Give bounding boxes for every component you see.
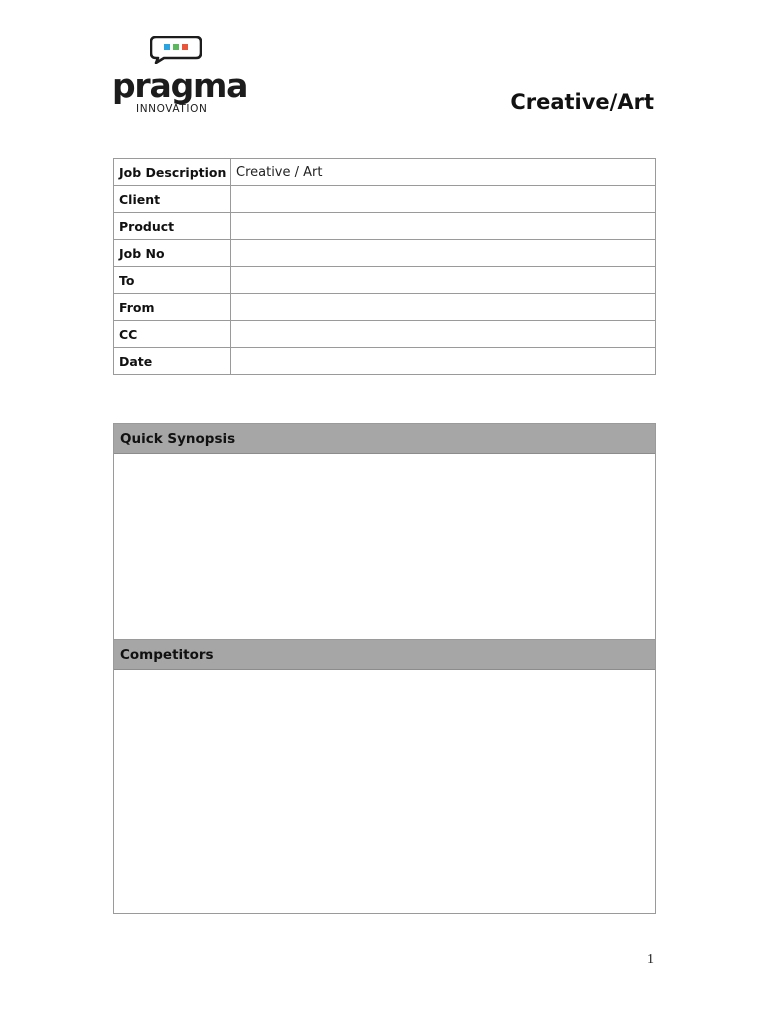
table-row <box>114 348 656 375</box>
row-label-cc: CC <box>114 321 231 348</box>
logo-wordmark: pragma <box>112 66 248 105</box>
row-value-client[interactable] <box>231 186 656 213</box>
row-value-product[interactable] <box>231 213 656 240</box>
row-label-job-no: Job No <box>114 240 231 267</box>
row-label-date: Date <box>114 348 231 375</box>
pragma-logo <box>112 36 248 120</box>
row-label-job-description: Job Description <box>114 159 231 186</box>
logo-subtitle: INNOVATION <box>136 103 208 115</box>
job-info-table <box>113 158 656 375</box>
brief-sections <box>113 423 656 914</box>
table-row <box>114 321 656 348</box>
row-label-client: Client <box>114 186 231 213</box>
table-row <box>114 267 656 294</box>
competitors-heading: Competitors <box>114 640 655 670</box>
row-value-from[interactable] <box>231 294 656 321</box>
row-label-product: Product <box>114 213 231 240</box>
table-row <box>114 213 656 240</box>
quick-synopsis-body[interactable] <box>114 454 655 640</box>
speech-bubble-icon <box>150 36 202 64</box>
table-row <box>114 294 656 321</box>
row-value-date[interactable] <box>231 348 656 375</box>
row-value-to[interactable] <box>231 267 656 294</box>
quick-synopsis-heading: Quick Synopsis <box>114 424 655 454</box>
row-value-job-description[interactable]: Creative / Art <box>231 159 656 186</box>
row-label-to: To <box>114 267 231 294</box>
row-value-job-no[interactable] <box>231 240 656 267</box>
row-label-from: From <box>114 294 231 321</box>
competitors-body[interactable] <box>114 670 655 913</box>
table-row <box>114 159 656 186</box>
page-number: 1 <box>647 952 654 967</box>
table-row <box>114 240 656 267</box>
table-row <box>114 186 656 213</box>
row-value-cc[interactable] <box>231 321 656 348</box>
document-title: Creative/Art <box>510 90 654 114</box>
